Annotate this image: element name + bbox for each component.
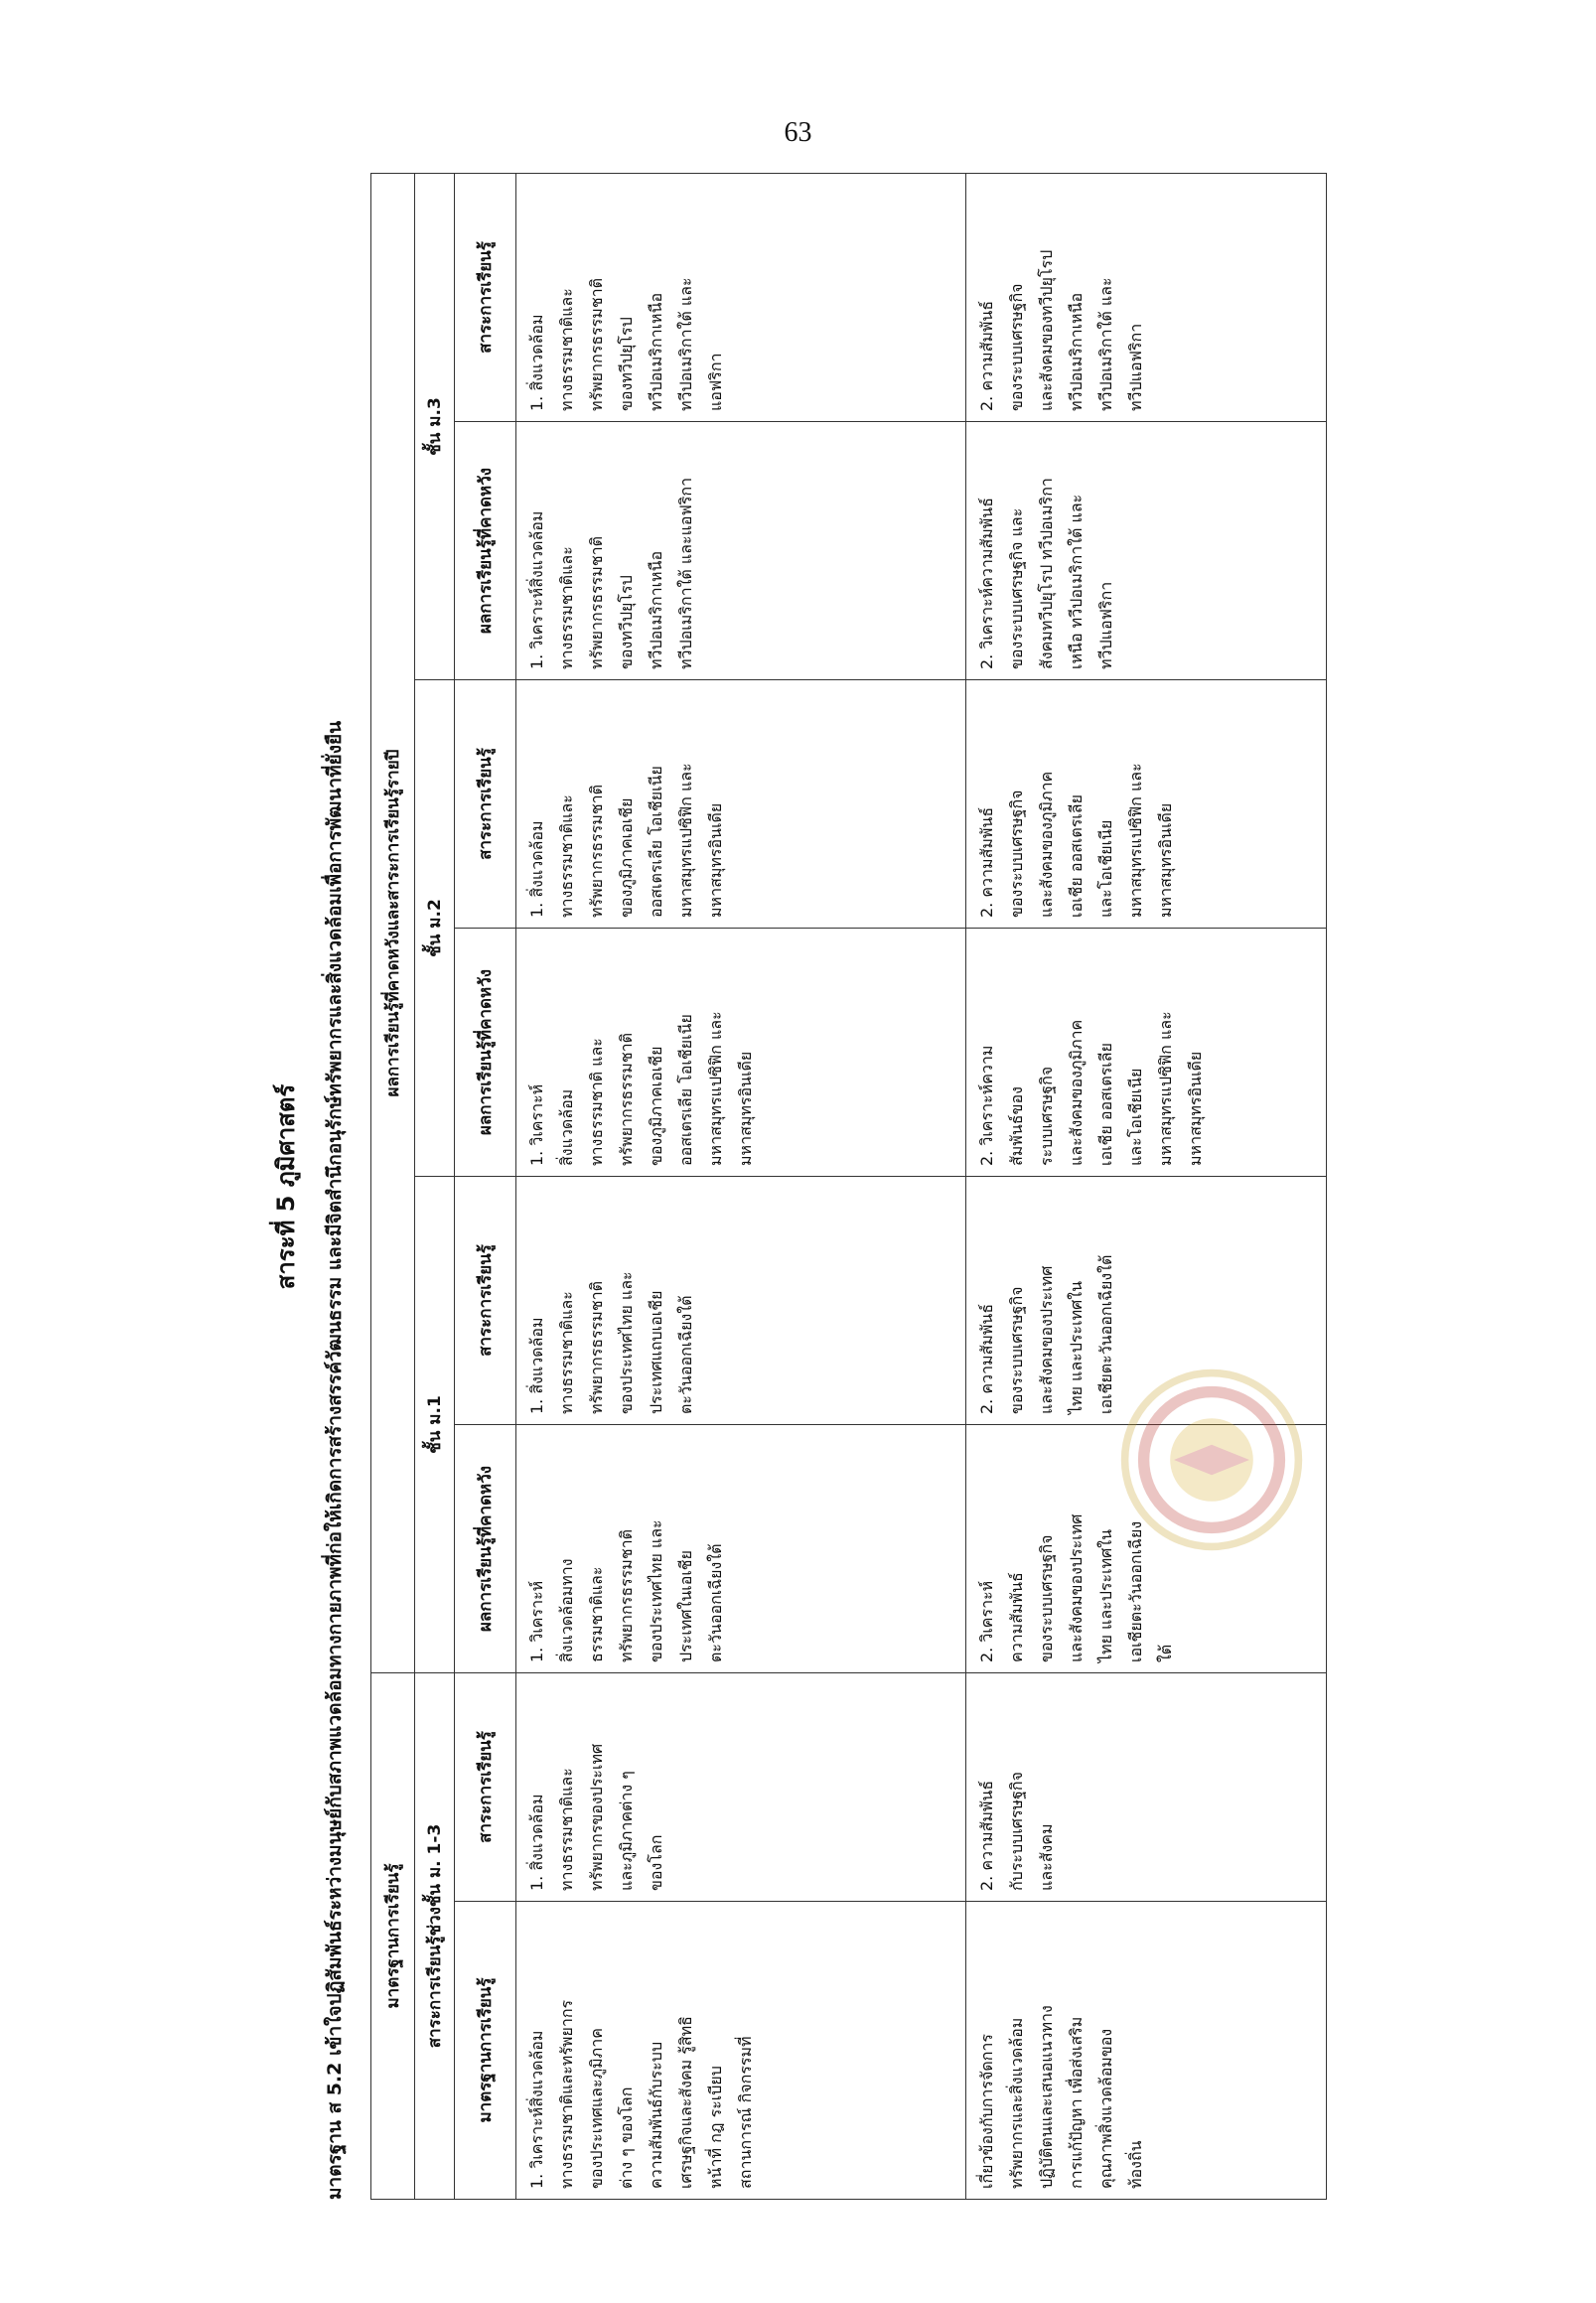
header-col-m3-content: สาระการเรียนรู้: [455, 174, 516, 422]
header-col-standard: มาตรฐานการเรียนรู้: [455, 1902, 516, 2200]
rotated-content: [263, 174, 1336, 2200]
m2-expected-cell: 1. วิเคราะห์ สิ่งแวดล้อม ทางธรรมชาติ และ ทรัพยากรธรรมชาติ ของภูมิภาคเอเชีย ออสเตรเลีย โอเชียเนีย มหาสมุทรแปซิฟิก และ มหาสมุทรอินเดีย: [527, 1011, 755, 1166]
table-row: [966, 174, 1327, 2200]
header-m2: ชั้น ม.2: [415, 680, 455, 1177]
header-expected-group: ผลการเรียนรู้ที่คาดหวังและสาระการเรียนรู้รายปี: [371, 174, 415, 1673]
page-number: 63: [784, 117, 812, 148]
m3-expected-cell: 2. วิเคราะห์ความสัมพันธ์ ของระบบเศรษฐกิจ และ สังคมทวีปยุโรป ทวีปอเมริกา เหนือ ทวีปอเมริกาใต้ และ ทวีปแอฟริกา: [977, 478, 1115, 669]
m1-expected-cell: 2. วิเคราะห์ ความสัมพันธ์ ของระบบเศรษฐกิจ และสังคมของประเทศ ไทย และประเทศใน เอเชียตะวันออกเฉียง ใต้: [977, 1513, 1175, 1662]
m1-expected-cell: 1. วิเคราะห์ สิ่งแวดล้อมทาง ธรรมชาติและ ทรัพยากรธรรมชาติ ของประเทศไทย และ ประเทศในเอเชีย ตะวันออกเฉียงใต้: [527, 1519, 725, 1662]
content-m13-cell: 2. ความสัมพันธ์ กับระบบเศรษฐกิจ และสังคม: [977, 1772, 1056, 1891]
header-col-content: สาระการเรียนรู้: [455, 1673, 516, 1902]
m2-content-cell: 1. สิ่งแวดล้อม ทางธรรมชาติและ ทรัพยากรธรรมชาติ ของภูมิภาคเอเชีย ออสเตรเลีย โอเชียเนีย มหาสมุทรแปซิฟิก และ มหาสมุทรอินเดีย: [527, 763, 725, 918]
header-col-m2-content: สาระการเรียนรู้: [455, 680, 516, 929]
m3-content-cell: 1. สิ่งแวดล้อม ทางธรรมชาติและ ทรัพยากรธรรมชาติ ของทวีปยุโรป ทวีปอเมริกาเหนือ ทวีปอเมริกาใต้ และ แอฟริกา: [527, 277, 725, 411]
standard-title: มาตรฐาน ส 5.2 เข้าใจปฏิสัมพันธ์ระหว่างมนุษย์กับสภาพแวดล้อมทางกายภาพที่ก่อให้เกิดการสร้างสรรค์วัฒนธรรม และมีจิตสำนึกอนุรักษ์ทรัพยากรและสิ่งแวดล้อมเพื่อการพัฒนาที่ยั่งยืน: [324, 720, 346, 2200]
standard-cell: เกี่ยวข้องกับการจัดการ ทรัพยากรและสิ่งแวดล้อม ปฏิบัติตนและเสนอแนวทาง การแก้ปัญหา เพื่อส่งเสริม คุณภาพสิ่งแวดล้อมของ ท้องถิ่น: [977, 2005, 1145, 2189]
header-learning-standard-group: มาตรฐานการเรียนรู้: [371, 1673, 415, 2200]
header-col-m1-content: สาระการเรียนรู้: [455, 1177, 516, 1425]
m2-expected-cell: 2. วิเคราะห์ความ สัมพันธ์ของ ระบบเศรษฐกิจ และสังคมของภูมิภาค เอเชีย ออสเตรเลีย และโอเชียเนีย มหาสมุทรแปซิฟิก และ มหาสมุทรอินเดีย: [977, 1011, 1205, 1166]
header-content-m13: สาระการเรียนรู้ช่วงชั้น ม. 1-3: [415, 1673, 455, 2200]
school-seal-watermark: [1117, 1366, 1306, 1554]
curriculum-table: [370, 173, 1327, 2200]
strand-title: สาระที่ 5 ภูมิศาสตร์: [272, 1083, 300, 1290]
m1-content-cell: 1. สิ่งแวดล้อม ทางธรรมชาติและ ทรัพยากรธรรมชาติ ของประเทศไทย และ ประเทศแถบเอเชีย ตะวันออกเฉียงใต้: [527, 1271, 695, 1414]
header-col-m2-expected: ผลการเรียนรู้ที่คาดหวัง: [455, 929, 516, 1177]
header-m1: ชั้น ม.1: [415, 1177, 455, 1673]
header-col-m3-expected: ผลการเรียนรู้ที่คาดหวัง: [455, 422, 516, 680]
content-m13-cell: 1. สิ่งแวดล้อม ทางธรรมชาติและ ทรัพยากรของประเทศ และภูมิภาคต่าง ๆ ของโลก: [527, 1743, 665, 1891]
m2-content-cell: 2. ความสัมพันธ์ ของระบบเศรษฐกิจ และสังคมของภูมิภาค เอเชีย ออสเตรเลีย และโอเชียเนีย มหาสมุทรแปซิฟิก และ มหาสมุทรอินเดีย: [977, 763, 1175, 918]
header-m3: ชั้น ม.3: [415, 174, 455, 680]
m3-content-cell: 2. ความสัมพันธ์ ของระบบเศรษฐกิจ และสังคมของทวีปยุโรป ทวีปอเมริกาเหนือ ทวีปอเมริกาใต้ และ ทวีปแอฟริกา: [977, 249, 1145, 411]
table-row: [516, 174, 966, 2200]
standard-cell: 1. วิเคราะห์สิ่งแวดล้อม ทางธรรมชาติและทรัพยากร ของประเทศและภูมิภาค ต่าง ๆ ของโลก ความสัมพันธ์กับระบบ เศรษฐกิจและสังคม รู้สิทธิ หน้าที่ กฎ ระเบียบ สถานการณ์ กิจกรรมที่: [527, 1999, 755, 2189]
header-col-m1-expected: ผลการเรียนรู้ที่คาดหวัง: [455, 1425, 516, 1673]
m1-content-cell: 2. ความสัมพันธ์ ของระบบเศรษฐกิจ และสังคมของประเทศ ไทย และประเทศใน เอเชียตะวันออกเฉียงใต้: [977, 1254, 1115, 1414]
m3-expected-cell: 1. วิเคราะห์สิ่งแวดล้อม ทางธรรมชาติและ ทรัพยากรธรรมชาติ ของทวีปยุโรป ทวีปอเมริกาเหนือ ทวีปอเมริกาใต้ และแอฟริกา: [527, 477, 695, 669]
